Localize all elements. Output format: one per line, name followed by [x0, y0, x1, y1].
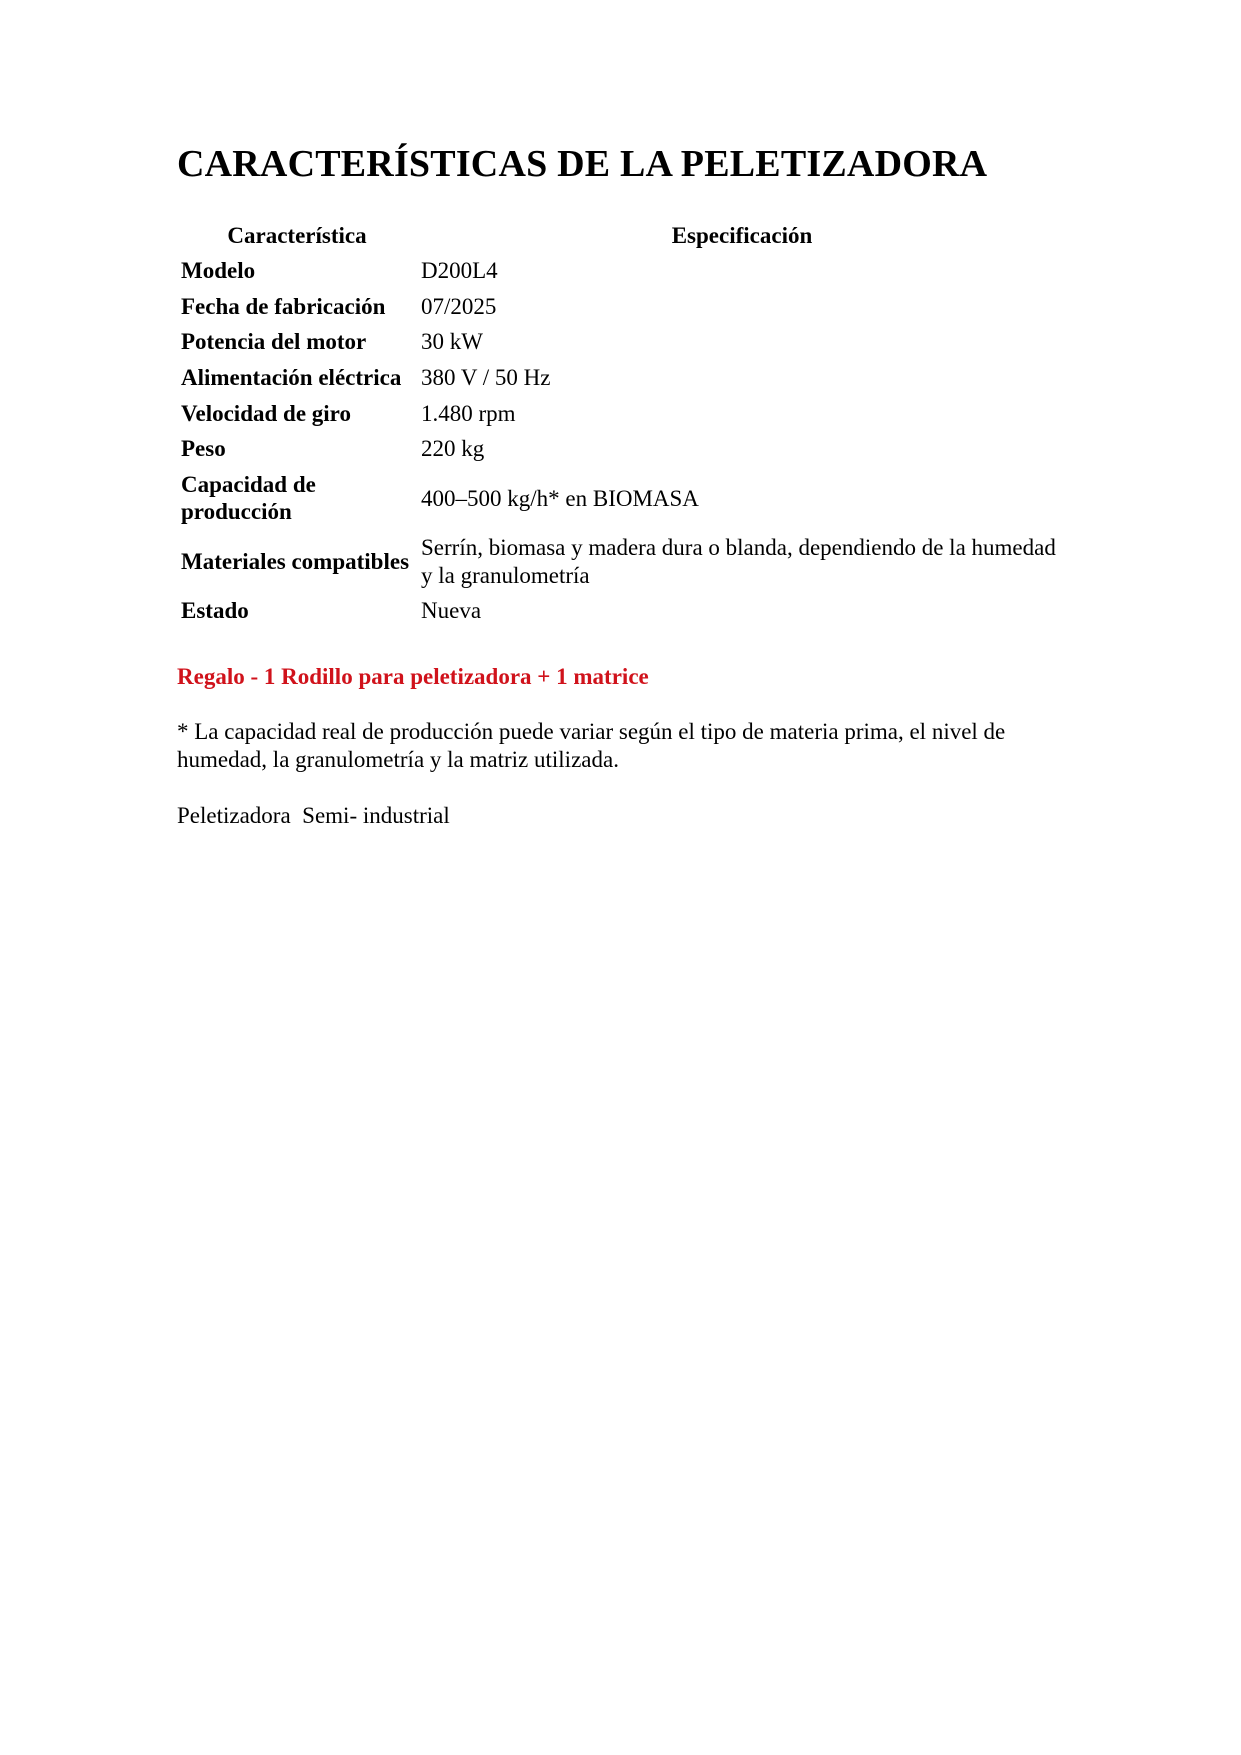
- column-header-specification: Especificación: [671, 222, 813, 248]
- row-value: 380 V / 50 Hz: [421, 364, 551, 390]
- product-type-line: Peletizadora Semi- industrial: [177, 803, 450, 829]
- row-value: 1.480 rpm: [421, 400, 516, 426]
- row-value: Serrín, biomasa y madera dura o blanda, dependiendo de la humedad y la granulometría: [421, 534, 1056, 588]
- row-value: 07/2025: [421, 293, 497, 319]
- table-row: [177, 253, 1067, 289]
- table-row: [177, 324, 1067, 360]
- table-row: [177, 467, 1067, 530]
- row-label: Velocidad de giro: [181, 400, 351, 426]
- row-label: Modelo: [181, 258, 256, 284]
- row-value: 30 kW: [421, 329, 483, 355]
- row-value: 400–500 kg/h* en BIOMASA: [421, 485, 699, 511]
- row-label: Estado: [181, 598, 249, 624]
- document-page: [177, 142, 1067, 853]
- row-value: Nueva: [421, 598, 482, 624]
- gift-notice: Regalo - 1 Rodillo para peletizadora + 1 matrice: [177, 663, 649, 689]
- table-row: [177, 593, 1067, 629]
- row-label: Capacidad de producción: [181, 471, 316, 525]
- row-label: Fecha de fabricación: [181, 293, 386, 319]
- table-row: [177, 530, 1067, 593]
- page-title: CARACTERÍSTICAS DE LA PELETIZADORA: [177, 143, 988, 185]
- table-header-row: [177, 222, 1067, 254]
- table-row: [177, 289, 1067, 325]
- row-value: 220 kg: [421, 436, 485, 462]
- row-label: Alimentación eléctrica: [181, 364, 402, 390]
- column-header-characteristic: Característica: [227, 222, 367, 248]
- specifications-table: [177, 222, 1067, 629]
- row-label: Peso: [181, 436, 226, 462]
- row-value: D200L4: [421, 258, 498, 284]
- table-row: [177, 360, 1067, 396]
- table-row: [177, 396, 1067, 432]
- row-label: Potencia del motor: [181, 329, 367, 355]
- capacity-footnote: * La capacidad real de producción puede variar según el tipo de materia prima, el nivel de humedad, la granulometría y la matriz utilizada.: [177, 719, 1006, 773]
- table-row: [177, 431, 1067, 467]
- row-label: Materiales compatibles: [181, 548, 410, 574]
